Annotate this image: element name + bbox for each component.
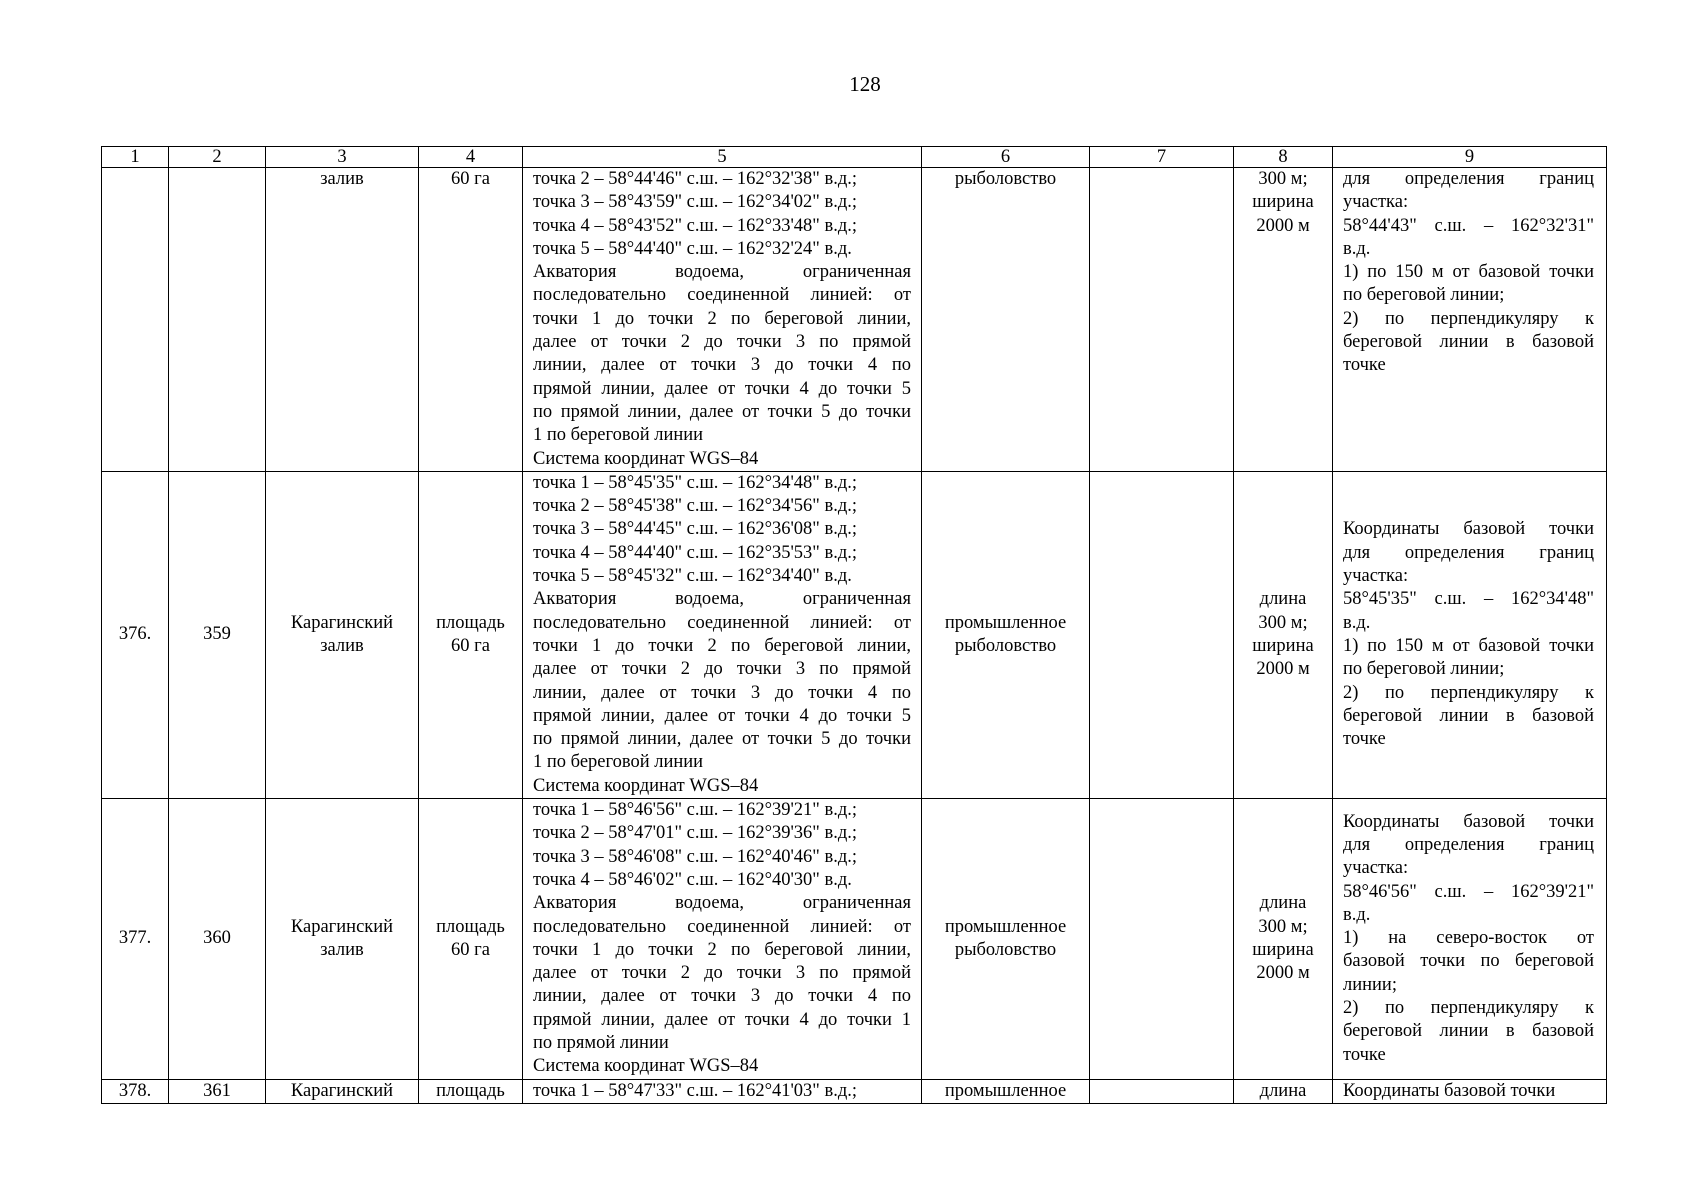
page-number: 128 xyxy=(849,72,881,96)
coordinates-cell-line: точка 4 – 58°46'02" с.ш. – 162°40'30" в.д. xyxy=(533,869,852,890)
base-point-cell-line: линии; xyxy=(1343,974,1397,995)
base-point-cell-line: участка: xyxy=(1343,858,1409,879)
location-cell-line: Карагинский xyxy=(290,1080,394,1101)
row-number: 378. xyxy=(102,1079,169,1103)
coordinates-cell-line: последовательно соединенной линией: от xyxy=(533,916,911,937)
dimensions-cell-line: длина xyxy=(1259,1080,1307,1101)
base-point-cell-line: в.д. xyxy=(1343,904,1371,925)
purpose-cell xyxy=(922,1079,1090,1103)
dimensions-cell xyxy=(1234,799,1333,1080)
coordinates-cell-line: линии, далее от точки 3 до точки 4 по xyxy=(533,355,911,376)
coordinates-cell-line: точка 4 – 58°43'52" с.ш. – 162°33'48" в.д.; xyxy=(533,215,858,236)
column-number-cell: 5 xyxy=(523,147,922,168)
location-cell-line: Карагинский xyxy=(290,612,394,633)
base-point-cell-line: 2) по перпендикуляру к xyxy=(1343,682,1594,703)
row-number: 377. xyxy=(102,799,169,1080)
location-cell xyxy=(266,1079,419,1103)
coordinates-cell-line: 1 по береговой линии xyxy=(533,752,704,773)
coordinates-cell-line: точка 2 – 58°44'46" с.ш. – 162°32'38" в.д.; xyxy=(533,169,858,189)
coordinates-cell-line: точка 5 – 58°45'32" с.ш. – 162°34'40" в.д. xyxy=(533,566,852,587)
column-7-cell xyxy=(1090,168,1234,472)
coordinates-cell-line: Акватория водоема, ограниченная xyxy=(533,893,911,914)
base-point-cell-line: 1) на северо-восток от xyxy=(1343,928,1594,949)
location-cell-line: залив xyxy=(320,635,364,656)
base-point-cell xyxy=(1333,1079,1607,1103)
coordinates-cell-line: точка 3 – 58°46'08" с.ш. – 162°40'46" в.д.; xyxy=(533,846,858,867)
dimensions-cell-line: 2000 м xyxy=(1256,215,1310,236)
base-point-cell-line: в.д. xyxy=(1343,238,1371,259)
base-point-cell-line: участка: xyxy=(1343,192,1409,213)
column-number-cell: 6 xyxy=(922,147,1090,168)
area-size-cell-line: 60 га xyxy=(451,635,490,656)
coordinates-cell-line: далее от точки 2 до точки 3 по прямой xyxy=(533,332,911,353)
area-size-cell xyxy=(419,471,523,798)
column-number-cell: 4 xyxy=(419,147,523,168)
coordinates-cell xyxy=(523,168,922,472)
base-point-cell xyxy=(1333,799,1607,1080)
location-cell xyxy=(266,168,419,472)
coordinates-cell-line: точка 5 – 58°44'40" с.ш. – 162°32'24" в.д. xyxy=(533,238,852,259)
coordinates-cell-line: прямой линии, далее от точки 4 до точки 1 xyxy=(533,1009,911,1030)
row-number: 376. xyxy=(102,471,169,798)
purpose-cell-line: промышленное xyxy=(944,612,1067,633)
coordinates-cell-line: точка 3 – 58°43'59" с.ш. – 162°34'02" в.д.; xyxy=(533,192,858,213)
purpose-cell xyxy=(922,168,1090,472)
coordinates-cell-line: Система координат WGS–84 xyxy=(533,1056,759,1077)
coordinates-cell-line: по прямой линии, далее от точки 5 до точки xyxy=(533,729,911,750)
dimensions-cell-line: ширина xyxy=(1252,192,1314,213)
purpose-cell-line: промышленное xyxy=(944,1080,1067,1101)
column-number-cell: 3 xyxy=(266,147,419,168)
base-point-cell-line: береговой линии в базовой xyxy=(1343,1021,1594,1042)
dimensions-cell xyxy=(1234,471,1333,798)
dimensions-cell-line: длина xyxy=(1259,589,1307,610)
column-number-cell: 7 xyxy=(1090,147,1234,168)
column-number-cell: 1 xyxy=(102,147,169,168)
base-point-cell-line: 58°45'35" с.ш. – 162°34'48" xyxy=(1343,589,1594,610)
coordinates-cell-line: точка 3 – 58°44'45" с.ш. – 162°36'08" в.д.; xyxy=(533,519,858,540)
purpose-cell-line: рыболовство xyxy=(954,635,1057,656)
base-point-cell-line: в.д. xyxy=(1343,612,1371,633)
base-point-cell-line: береговой линии в базовой xyxy=(1343,332,1594,353)
column-number-cell: 8 xyxy=(1234,147,1333,168)
table-row xyxy=(102,799,1607,1080)
base-point-cell-line: точке xyxy=(1343,355,1386,376)
dimensions-cell-line: длина xyxy=(1259,893,1307,914)
coordinates-cell xyxy=(523,471,922,798)
base-point-cell-line: Координаты базовой точки xyxy=(1343,1080,1556,1101)
base-point-cell-line: для определения границ xyxy=(1343,169,1594,189)
base-point-cell-line: береговой линии в базовой xyxy=(1343,705,1594,726)
coordinates-cell-line: Акватория водоема, ограниченная xyxy=(533,589,911,610)
purpose-cell-line: промышленное xyxy=(944,916,1067,937)
base-point-cell xyxy=(1333,168,1607,472)
column-7-cell xyxy=(1090,799,1234,1080)
coordinates-cell-line: прямой линии, далее от точки 4 до точки 5 xyxy=(533,705,911,726)
base-point-cell-line: базовой точки по береговой xyxy=(1343,951,1594,972)
coordinates-cell-line: точка 2 – 58°47'01" с.ш. – 162°39'36" в.д.; xyxy=(533,823,858,844)
location-cell xyxy=(266,799,419,1080)
base-point-cell-line: точке xyxy=(1343,1044,1386,1065)
coordinates-cell-line: по прямой линии xyxy=(533,1032,669,1053)
column-number-cell: 9 xyxy=(1333,147,1607,168)
base-point-cell-line: по береговой линии; xyxy=(1343,285,1505,306)
area-size-cell-line: площадь xyxy=(436,1080,505,1101)
coordinates-cell-line: точка 1 – 58°47'33" с.ш. – 162°41'03" в.д.; xyxy=(533,1080,858,1101)
dimensions-cell-line: 2000 м xyxy=(1256,963,1310,984)
dimensions-cell xyxy=(1234,168,1333,472)
coordinates-cell-line: по прямой линии, далее от точки 5 до точки xyxy=(533,401,911,422)
coordinates-cell-line: далее от точки 2 до точки 3 по прямой xyxy=(533,659,911,680)
coordinates-cell-line: точка 4 – 58°44'40" с.ш. – 162°35'53" в.д.; xyxy=(533,542,858,563)
area-id: 359 xyxy=(169,471,266,798)
table-row xyxy=(102,471,1607,798)
location-cell xyxy=(266,471,419,798)
area-size-cell-line: площадь xyxy=(436,612,505,633)
coordinates-cell-line: Система координат WGS–84 xyxy=(533,448,759,469)
area-size-cell xyxy=(419,1079,523,1103)
coordinates-cell-line: 1 по береговой линии xyxy=(533,425,704,446)
location-cell-line: залив xyxy=(320,939,364,960)
area-size-cell xyxy=(419,168,523,472)
coordinates-cell-line: точка 2 – 58°45'38" с.ш. – 162°34'56" в.д.; xyxy=(533,496,858,517)
base-point-cell-line: 58°44'43" с.ш. – 162°32'31" xyxy=(1343,215,1594,236)
dimensions-cell-line: 300 м; xyxy=(1258,169,1308,189)
column-number-row xyxy=(102,147,1607,168)
base-point-cell-line: для определения границ xyxy=(1343,542,1594,563)
column-number-cell: 2 xyxy=(169,147,266,168)
purpose-cell xyxy=(922,471,1090,798)
location-cell-line: залив xyxy=(320,169,364,189)
area-id: 361 xyxy=(169,1079,266,1103)
purpose-cell-line: рыболовство xyxy=(954,169,1057,189)
coordinates-cell xyxy=(523,1079,922,1103)
base-point-cell-line: участка: xyxy=(1343,566,1409,587)
coordinates-cell xyxy=(523,799,922,1080)
area-size-cell-line: площадь xyxy=(436,916,505,937)
base-point-cell-line: Координаты базовой точки xyxy=(1343,519,1594,540)
table-row xyxy=(102,168,1607,472)
area-id: 360 xyxy=(169,799,266,1080)
coordinates-cell-line: точка 1 – 58°45'35" с.ш. – 162°34'48" в.д.; xyxy=(533,472,858,493)
base-point-cell-line: 2) по перпендикуляру к xyxy=(1343,998,1594,1019)
coordinates-cell-line: точки 1 до точки 2 по береговой линии, xyxy=(533,939,911,960)
table-row xyxy=(102,1079,1607,1103)
coordinates-cell-line: точки 1 до точки 2 по береговой линии, xyxy=(533,308,911,329)
area-size-cell-line: 60 га xyxy=(451,939,490,960)
base-point-cell-line: 1) по 150 м от базовой точки xyxy=(1343,262,1594,283)
coordinates-cell-line: линии, далее от точки 3 до точки 4 по xyxy=(533,682,911,703)
base-point-cell xyxy=(1333,471,1607,798)
base-point-cell-line: точке xyxy=(1343,729,1386,750)
base-point-cell-line: Координаты базовой точки xyxy=(1343,811,1594,832)
dimensions-cell xyxy=(1234,1079,1333,1103)
coordinates-cell-line: последовательно соединенной линией: от xyxy=(533,285,911,306)
area-size-cell-line: 60 га xyxy=(451,169,490,189)
location-cell-line: Карагинский xyxy=(290,916,394,937)
coordinates-cell-line: далее от точки 2 до точки 3 по прямой xyxy=(533,963,911,984)
dimensions-cell-line: 300 м; xyxy=(1258,612,1308,633)
coordinates-cell-line: Акватория водоема, ограниченная xyxy=(533,262,911,283)
coordinates-cell-line: прямой линии, далее от точки 4 до точки 5 xyxy=(533,378,911,399)
coordinates-cell-line: последовательно соединенной линией: от xyxy=(533,612,911,633)
dimensions-cell-line: 2000 м xyxy=(1256,659,1310,680)
coordinates-cell-line: точки 1 до точки 2 по береговой линии, xyxy=(533,635,911,656)
coordinates-cell-line: линии, далее от точки 3 до точки 4 по xyxy=(533,986,911,1007)
column-7-cell xyxy=(1090,1079,1234,1103)
column-7-cell xyxy=(1090,471,1234,798)
dimensions-cell-line: 300 м; xyxy=(1258,916,1308,937)
purpose-cell-line: рыболовство xyxy=(954,939,1057,960)
base-point-cell-line: для определения границ xyxy=(1343,834,1594,855)
fishing-areas-table xyxy=(101,146,1607,1104)
dimensions-cell-line: ширина xyxy=(1252,939,1314,960)
base-point-cell-line: 58°46'56" с.ш. – 162°39'21" xyxy=(1343,881,1594,902)
coordinates-cell-line: точка 1 – 58°46'56" с.ш. – 162°39'21" в.д.; xyxy=(533,800,858,821)
purpose-cell xyxy=(922,799,1090,1080)
base-point-cell-line: 2) по перпендикуляру к xyxy=(1343,308,1594,329)
dimensions-cell-line: ширина xyxy=(1252,635,1314,656)
row-number xyxy=(102,168,169,472)
area-id xyxy=(169,168,266,472)
base-point-cell-line: по береговой линии; xyxy=(1343,659,1505,680)
area-size-cell xyxy=(419,799,523,1080)
base-point-cell-line: 1) по 150 м от базовой точки xyxy=(1343,635,1594,656)
coordinates-cell-line: Система координат WGS–84 xyxy=(533,775,759,796)
